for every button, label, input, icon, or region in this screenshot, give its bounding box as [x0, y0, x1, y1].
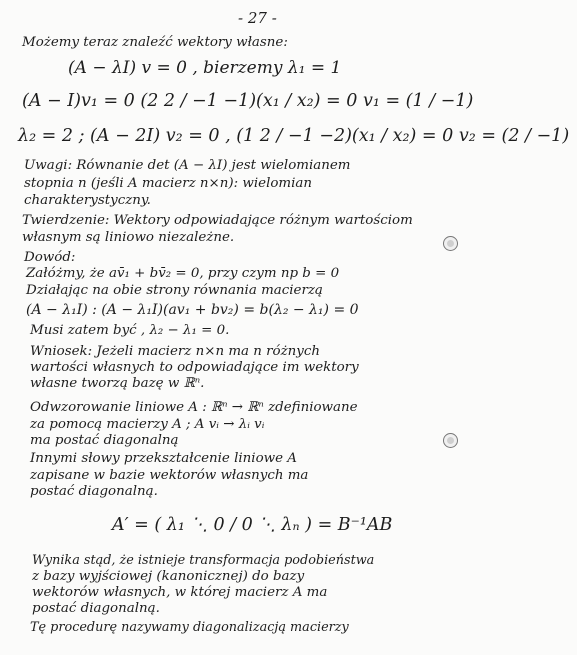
line-15: Wniosek: Jeżeli macierz n×n ma n różnych [30, 344, 320, 359]
line-16: wartości własnych to odpowiadające im wektory [30, 360, 359, 375]
line-09: własnym są liniowo niezależne. [22, 230, 235, 245]
page-number: - 27 - [238, 9, 277, 27]
line-14: Musi zatem być , λ₂ − λ₁ = 0. [30, 323, 230, 338]
line-19: za pomocą macierzy A ; A vᵢ → λᵢ vᵢ [30, 417, 265, 432]
line-03: (A − I)v₁ = 0 (2 2 / −1 −1)(x₁ / x₂) = 0 v₁ = (1 / −1) [22, 91, 474, 111]
line-05: Uwagi: Równanie det (A − λI) jest wielomianem [24, 158, 351, 173]
line-07: charakterystyczny. [24, 193, 151, 208]
line-17: własne tworzą bazę w ℝⁿ. [30, 376, 205, 391]
line-13: (A − λ₁I) : (A − λ₁I)(av₁ + bv₂) = b(λ₂ − λ₁) = 0 [26, 302, 359, 318]
line-22: zapisane w bazie wektorów własnych ma [30, 468, 309, 483]
line-12: Działając na obie strony równania macierzą [26, 283, 323, 298]
line-01: Możemy teraz znaleźć wektory własne: [22, 35, 288, 50]
line-24: A′ = ( λ₁ ⋱ 0 / 0 ⋱ λₙ ) = B⁻¹AB [112, 515, 393, 535]
line-02: (A − λI) v = 0 , bierzemy λ₁ = 1 [68, 58, 342, 78]
line-27: wektorów własnych, w której macierz A ma [32, 585, 328, 600]
line-11: Załóżmy, że av̄₁ + bv̄₂ = 0, przy czym np b = 0 [26, 266, 340, 281]
line-20: ma postać diagonalną [30, 433, 179, 448]
line-06: stopnia n (jeśli A macierz n×n): wielomian [24, 176, 312, 191]
line-21: Innymi słowy przekształcenie liniowe A [30, 451, 297, 466]
line-26: z bazy wyjściowej (kanonicznej) do bazy [32, 569, 305, 584]
line-23: postać diagonalną. [30, 484, 158, 499]
line-18: Odwzorowanie liniowe A : ℝⁿ → ℝⁿ zdefiniowane [30, 400, 358, 415]
line-04: λ₂ = 2 ; (A − 2I) v₂ = 0 , (1 2 / −1 −2)(x₁ / x₂) = 0 v₂ = (2 / −1) [18, 126, 570, 146]
line-10: Dowód: [24, 250, 76, 265]
line-08: Twierdzenie: Wektory odpowiadające różnym wartościom [22, 213, 413, 228]
line-29: Tę procedurę nazywamy diagonalizacją macierzy [30, 620, 349, 635]
line-28: postać diagonalną. [32, 601, 160, 616]
line-25: Wynika stąd, że istnieje transformacja podobieństwa [32, 553, 375, 568]
